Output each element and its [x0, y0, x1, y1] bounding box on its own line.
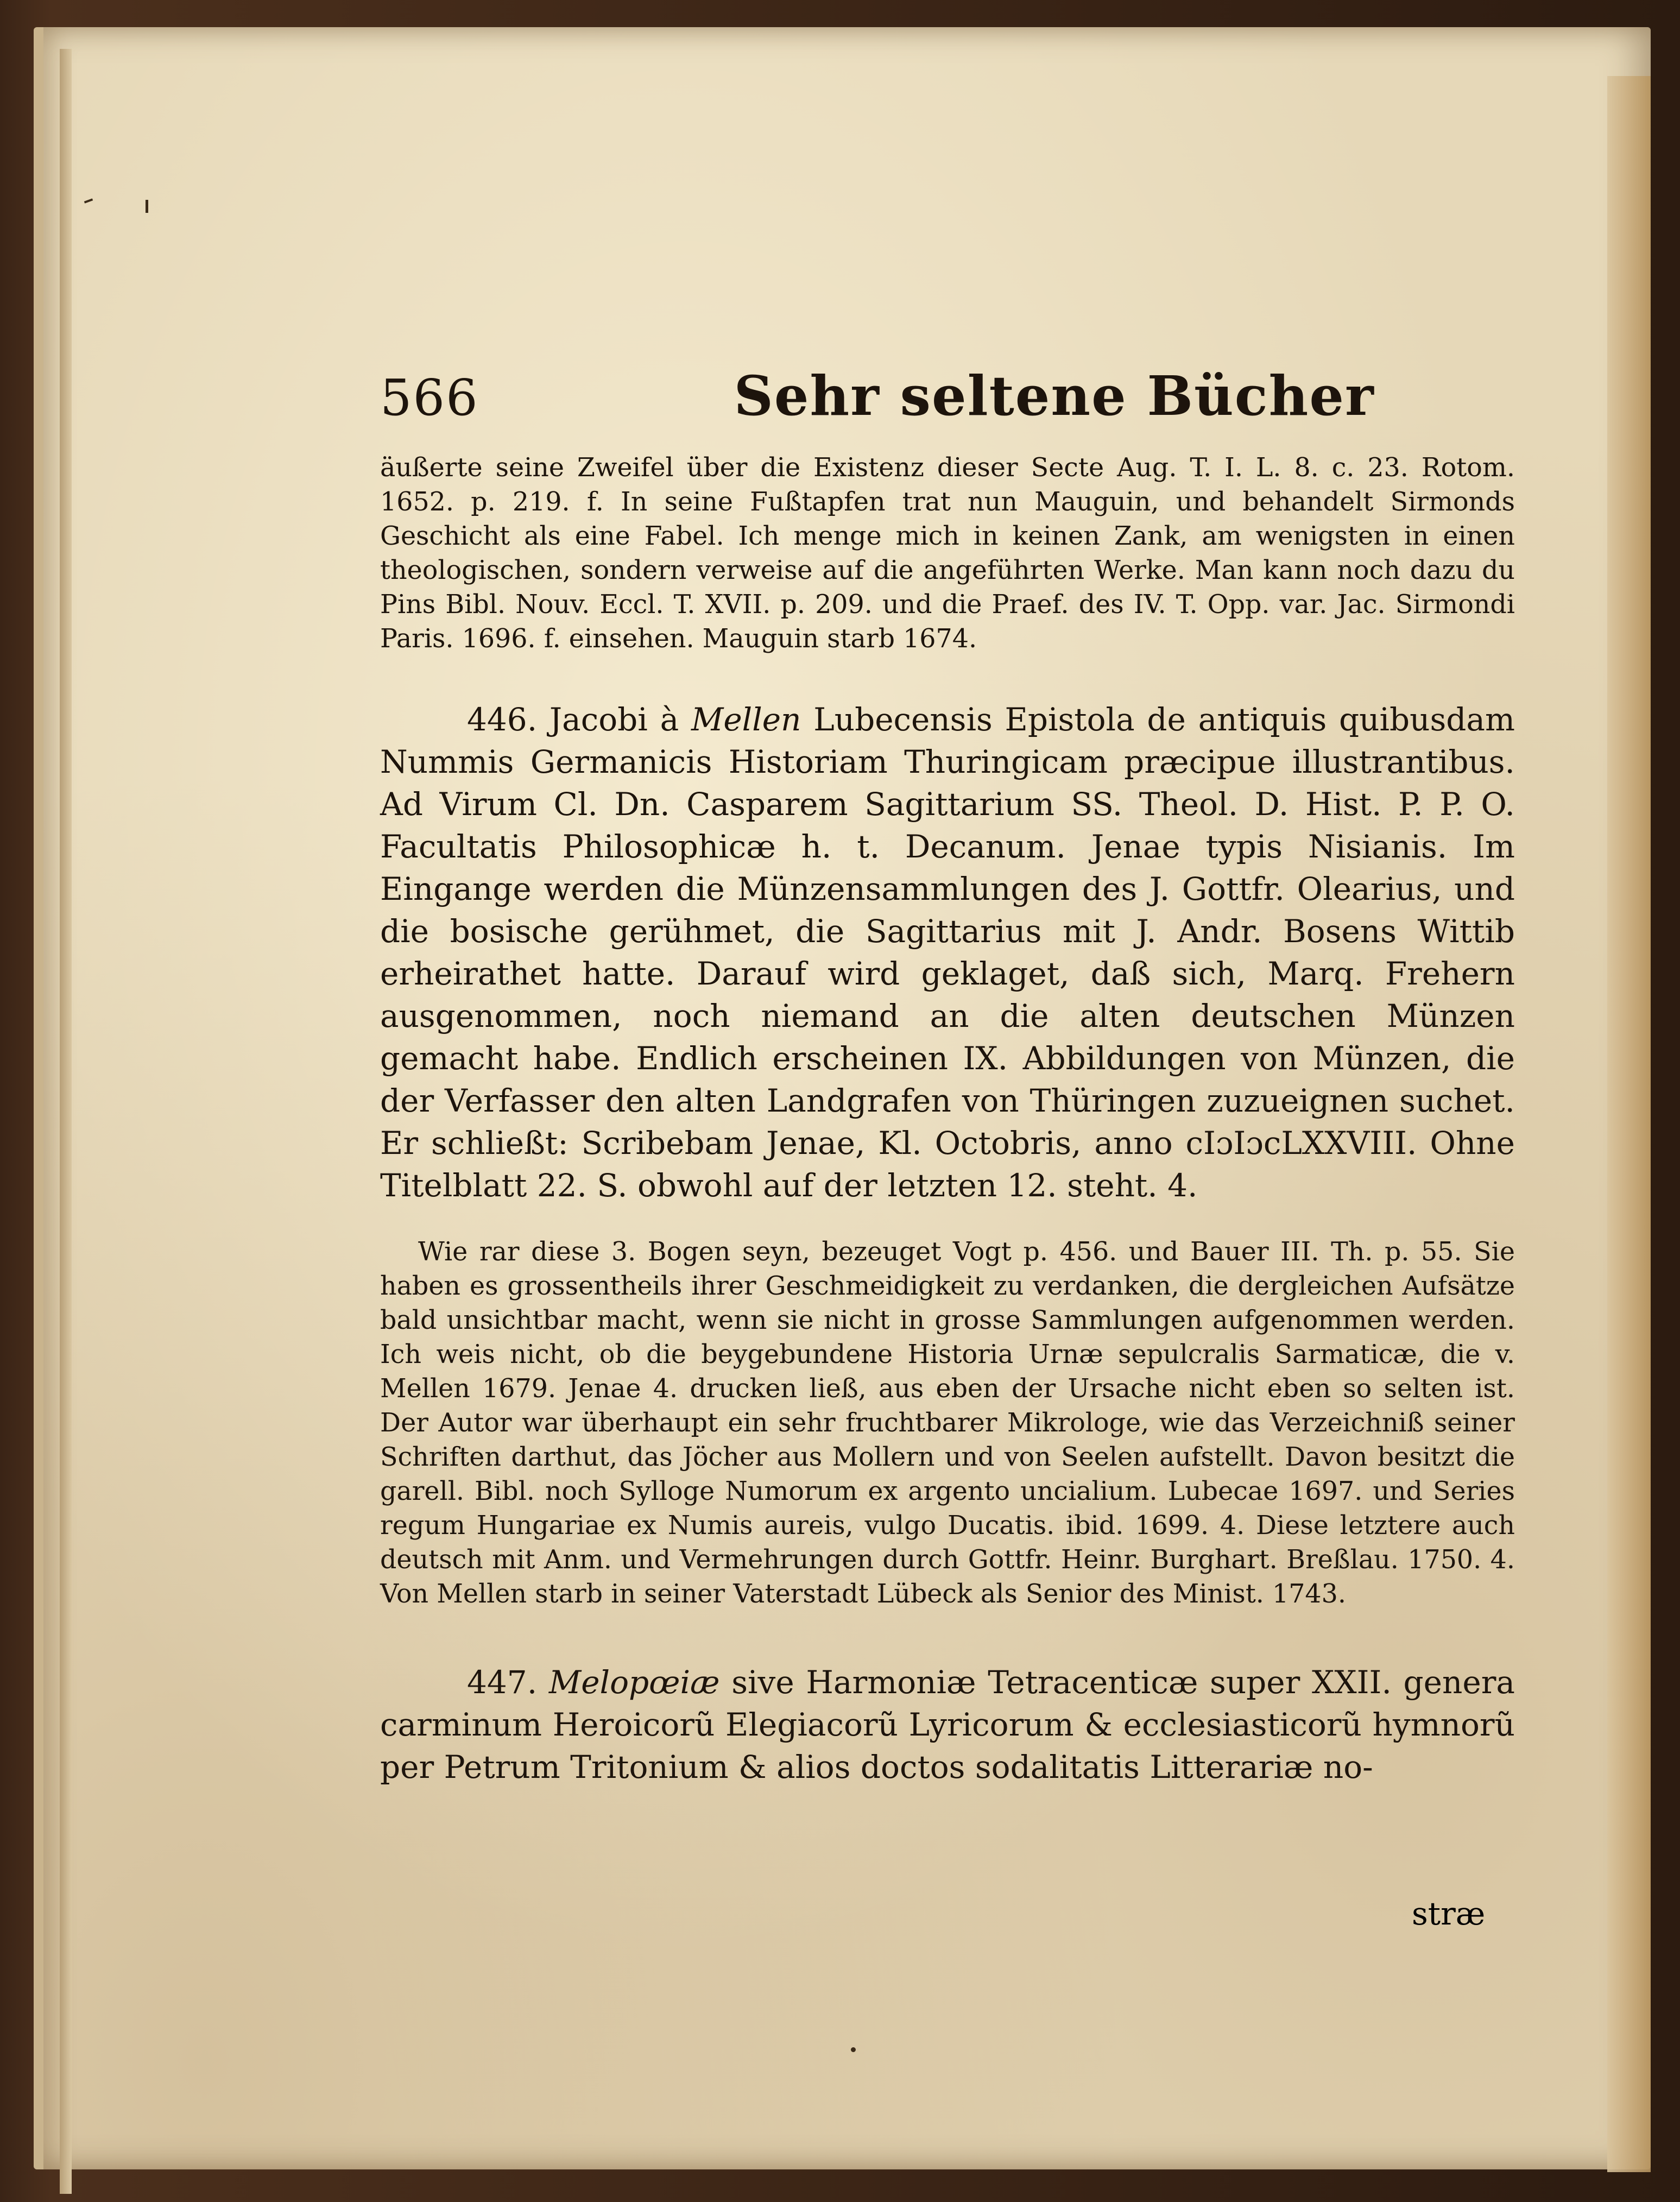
entry-body: Lubecensis Epistola de antiquis quibusdam Nummis Germanicis Historiam Thuringicam præcipue illustrantibus. Ad Virum Cl. Dn. Casparem Sagittarium SS. Theol. D. Hist. P. P. O. Facultatis Philosophicæ h. t. Decanum. Jenae typis Nisianis. Im Eingange werden die Münzensammlungen des J. Gottfr. Olearius, und die bosische gerühmet, die Sagittarius mit J. Andr. Bosens Wittib erheirathet hatte. Darauf wird geklaget, daß sich, Marq. Frehern ausgenommen, noch niemand an die alten deutschen Münzen gemacht habe. Endlich erscheinen IX. Abbildungen von Münzen, die der Verfasser den alten Landgrafen von Thüringen zuzueignen suchet. Er schließt: Scribebam Jenae, Kl. Octobris, anno cIɔIɔcLXXVIII. Ohne Titelblatt 22. S. obwohl auf der letzten 12. steht. 4.	[380, 701, 1515, 1204]
entry-446	[380, 698, 1515, 1207]
entry-447	[380, 1661, 1515, 1788]
entry-title-word: Melopœiæ	[548, 1664, 720, 1701]
margin-mark	[146, 200, 148, 213]
commentary-text: Wie rar diese 3. Bogen seyn, bezeuget Vogt p. 456. und Bauer III. Th. p. 55. Sie haben es grossentheils ihrer Geschmeidigkeit zu verdanken, die dergleichen Aufsätze bald unsichtbar macht, wenn sie nicht in grosse Sammlungen aufgenommen werden. Ich weis nicht, ob die beygebundene Historia Urnæ sepulcralis Sarmaticæ, die v. Mellen 1679. Jenae 4. drucken ließ, aus eben der Ursache nicht eben so selten ist. Der Autor war überhaupt ein sehr fruchtbarer Mikrologe, wie das Verzeichniß seiner Schriften darthut, das Jöcher aus Mollern und von Seelen aufstellt. Davon besitzt die garell. Bibl. noch Sylloge Numorum ex argento uncialium. Lubecae 1697. und Series regum Hungariae ex Numis aureis, vulgo Ducatis. ibid. 1699. 4. Diese letztere auch deutsch mit Anm. und Vermehrungen durch Gottfr. Heinr. Burghart. Breßlau. 1750. 4. Von Mellen starb in seiner Vaterstadt Lübeck als Senior des Minist. 1743.	[380, 1237, 1515, 1609]
page-fore-edge	[1607, 76, 1651, 2172]
page-dot	[851, 2047, 856, 2052]
page-binding-edge	[60, 49, 72, 2194]
margin-mark	[84, 198, 93, 203]
running-head: Sehr seltene Bücher	[734, 364, 1375, 428]
page-header	[380, 364, 1515, 434]
entry-body: sive Harmoniæ Tetracenticæ super XXII. genera carminum Heroicorũ Elegiacorũ Lyricorum & ecclesiasticorũ hymnorũ per Petrum Tritonium & alios doctos sodalitatis Litterariæ no-	[380, 1664, 1515, 1785]
entry-author: Mellen	[691, 701, 801, 738]
continuation-paragraph: äußerte seine Zweifel über die Existenz dieser Secte Aug. T. I. L. 8. c. 23. Rotom. 1652. p. 219. f. In seine Fußtapfen trat nun Mauguin, und behandelt Sirmonds Geschicht als eine Fabel. Ich menge mich in keinen Zank, am wenigsten in einen theologischen, sondern verweise auf die angeführten Werke. Man kann noch dazu du Pins Bibl. Nouv. Eccl. T. XVII. p. 209. und die Praef. des IV. T. Opp. var. Jac. Sirmondi Paris. 1696. f. einsehen. Mauguin starb 1674.	[380, 453, 1515, 654]
book-page	[34, 27, 1651, 2169]
page-number: 566	[380, 369, 479, 427]
text-block	[380, 364, 1515, 1788]
commentary-446	[380, 1235, 1515, 1611]
catchword: stræ	[1412, 1895, 1486, 1932]
entry-number: 446. Jacobi à	[467, 701, 691, 738]
entry-number: 447.	[467, 1664, 549, 1701]
